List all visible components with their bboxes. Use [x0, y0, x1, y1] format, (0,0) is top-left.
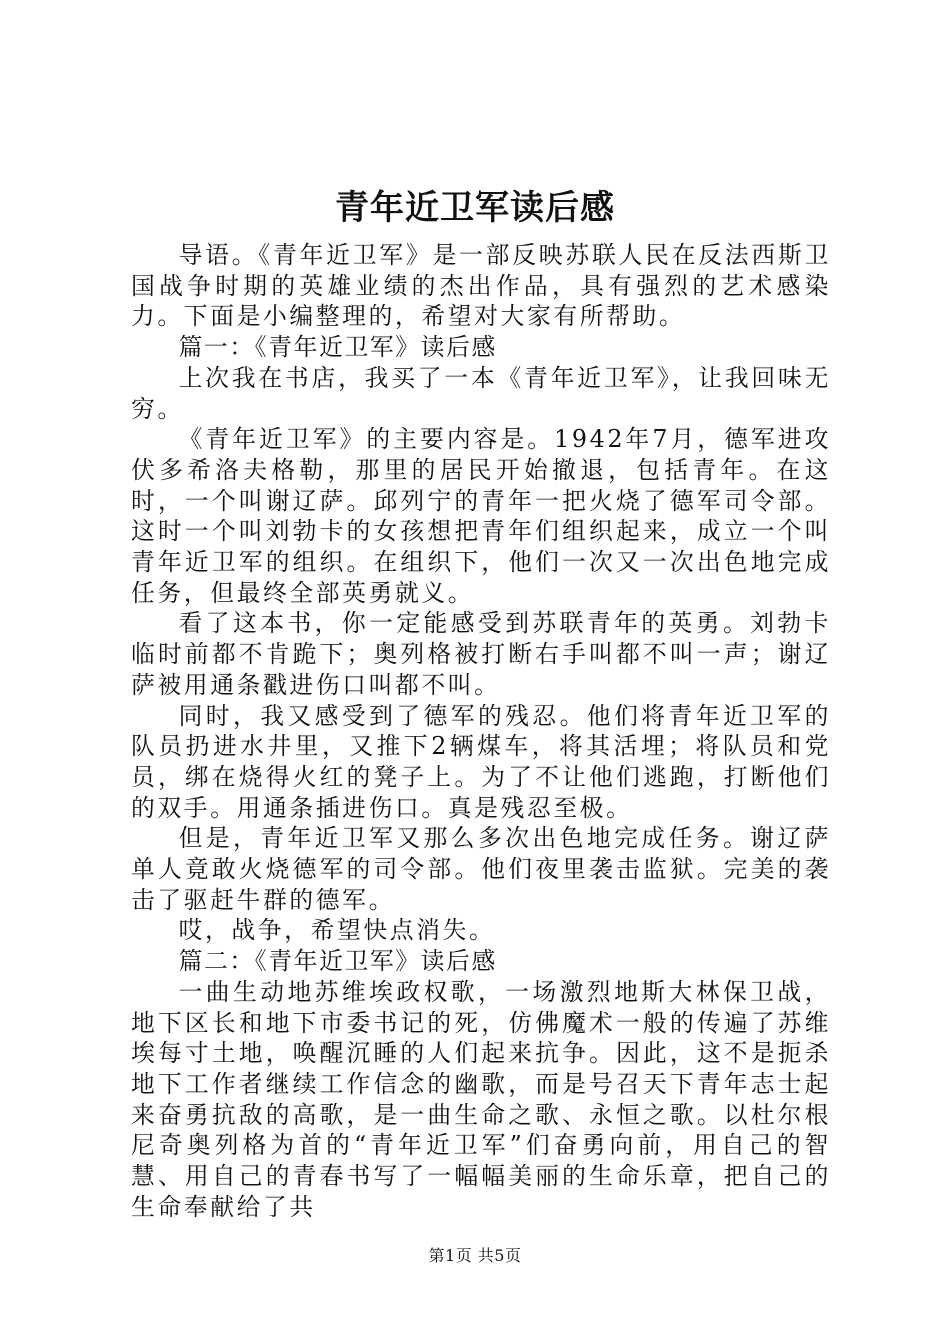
document-title: 青年近卫军读后感 [335, 188, 615, 228]
section-heading-part-one: 篇一：《青年近卫军》读后感 [178, 333, 497, 362]
paragraph: 上次我在书店，我买了一本《青年近卫军》，让我回味无穷。 [131, 363, 831, 423]
document-body [131, 240, 831, 1223]
paragraph-intro: 导语。《青年近卫军》是一部反映苏联人民在反法西斯卫国战争时期的英雄业绩的杰出作品，具有强烈的艺术感染力。下面是小编整理的，希望对大家有所帮助。 [131, 241, 831, 331]
page-number-footer: 第1页 共5页 [428, 1246, 522, 1265]
paragraph: 但是，青年近卫军又那么多次出色地完成任务。谢辽萨单人竟敢火烧德军的司令部。他们夜里袭击监狱。完美的袭击了驱赶牛群的德军。 [131, 824, 831, 914]
section-heading-part-two: 篇二：《青年近卫军》读后感 [178, 947, 497, 976]
paragraph: 哎，战争，希望快点消失。 [178, 916, 496, 945]
paragraph: 《青年近卫军》的主要内容是。1942年7月，德军进攻伏多希洛夫格勒，那里的居民开始撤退，包括青年。在这时，一个叫谢辽萨。邱列宁的青年一把火烧了德军司令部。这时一个叫刘勃卡的女孩想把青年们组织起来，成立一个叫青年近卫军的组织。在组织下，他们一次又一次出色地完成任务，但最终全部英勇就义。 [131, 425, 831, 607]
paragraph: 看了这本书，你一定能感受到苏联青年的英勇。刘勃卡临时前都不肯跪下；奥列格被打断右手叫都不叫一声；谢辽萨被用通条戳进伤口叫都不叫。 [131, 609, 831, 699]
paragraph: 同时，我又感受到了德军的残忍。他们将青年近卫军的队员扔进水井里，又推下2辆煤车，将其活埋；将队员和党员，绑在烧得火红的凳子上。为了不让他们逃跑，打断他们的双手。用通条插进伤口。真是残忍至极。 [131, 701, 831, 822]
paragraph: 一曲生动地苏维埃政权歌，一场激烈地斯大林保卫战，地下区长和地下市委书记的死，仿佛魔术一般的传遍了苏维埃每寸土地，唤醒沉睡的人们起来抗争。因此，这不是扼杀地下工作者继续工作信念的幽歌，而是号召天下青年志士起来奋勇抗敌的高歌，是一曲生命之歌、永恒之歌。以杜尔根尼奇奥列格为首的“青年近卫军”们奋勇向前，用自己的智慧、用自己的青春书写了一幅幅美丽的生命乐章，把自己的生命奉献给了共 [131, 977, 831, 1221]
